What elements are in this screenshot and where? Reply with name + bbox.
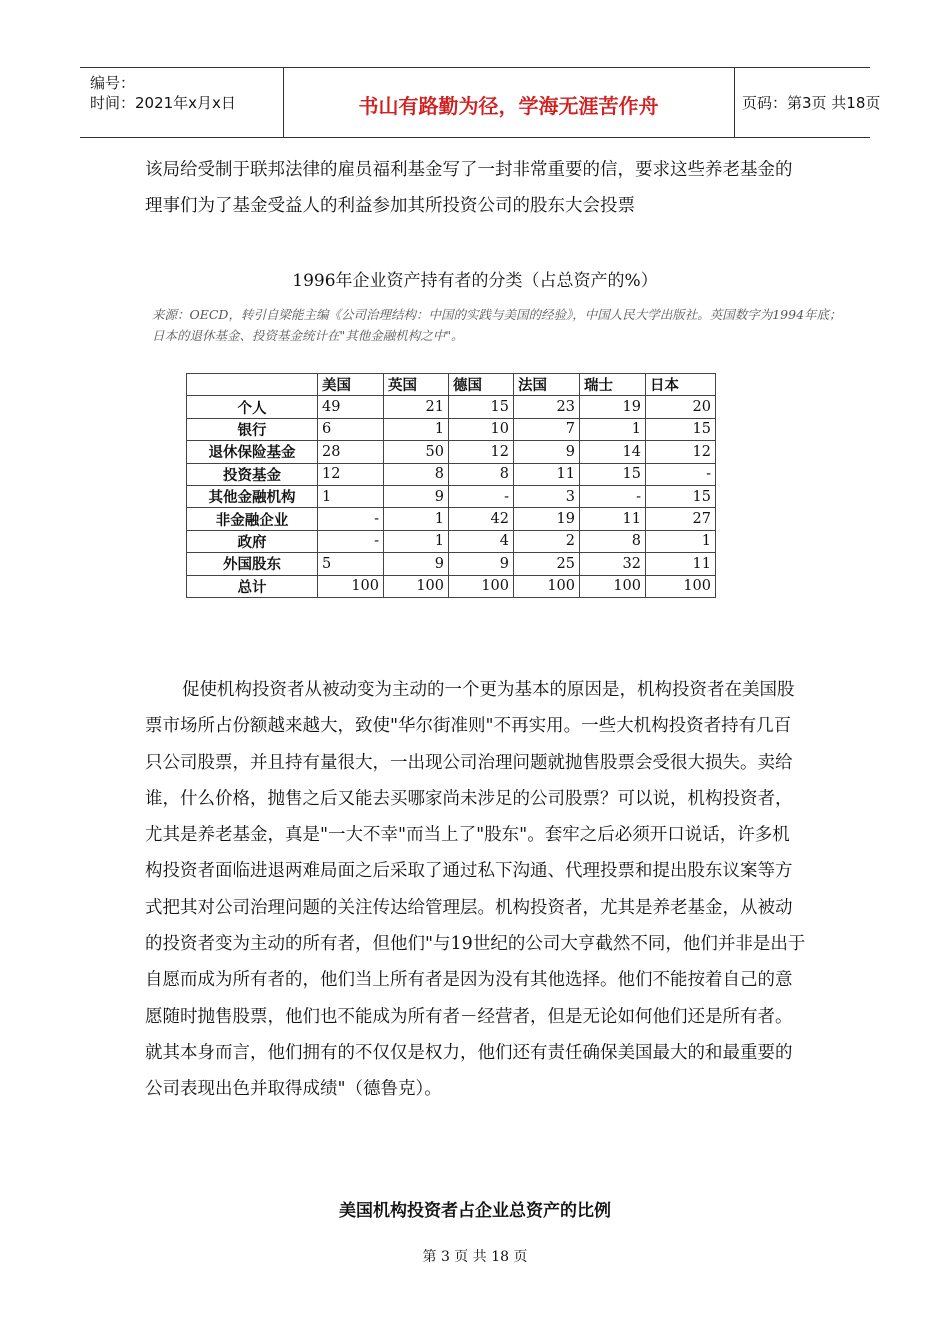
table-header-row xyxy=(187,374,716,396)
table-cell: 19 xyxy=(580,396,646,418)
document-number-label: 编号： xyxy=(90,74,136,92)
table-cell: 12 xyxy=(449,441,514,463)
table-cell: 42 xyxy=(449,508,514,530)
row-label: 其他金融机构 xyxy=(187,485,318,507)
table-cell: - xyxy=(580,485,646,507)
body-paragraph-1: 该局给受制于联邦法律的雇员福利基金写了一封非常重要的信，要求这些养老基金的理事们为了基金受益人的利益参加其所投资公司的股东大会投票 xyxy=(145,160,793,217)
table-cell: 27 xyxy=(646,508,716,530)
document-date-label: 时间：2021年x月x日 xyxy=(90,94,236,112)
table-cell: 4 xyxy=(449,530,514,552)
table-row xyxy=(187,396,716,418)
row-label: 退休保险基金 xyxy=(187,441,318,463)
table-cell: - xyxy=(646,463,716,485)
table-row xyxy=(187,463,716,485)
table-cell: 9 xyxy=(449,553,514,575)
table-cell: 20 xyxy=(646,396,716,418)
table-cell: 15 xyxy=(646,485,716,507)
table-cell: 10 xyxy=(449,418,514,440)
table-row xyxy=(187,530,716,552)
table-cell: 100 xyxy=(514,575,580,597)
table-cell: 9 xyxy=(384,553,449,575)
table-cell: 9 xyxy=(514,441,580,463)
table-cell: 100 xyxy=(449,575,514,597)
table-cell: 9 xyxy=(384,485,449,507)
table-cell: 15 xyxy=(449,396,514,418)
table-cell: 49 xyxy=(318,396,384,418)
table-cell: 19 xyxy=(514,508,580,530)
table-cell: 21 xyxy=(384,396,449,418)
header-page-cell xyxy=(734,68,881,137)
table-row xyxy=(187,441,716,463)
table-cell: 100 xyxy=(384,575,449,597)
table-cell: - xyxy=(318,508,384,530)
page-footer: 第 3 页 共 18 页 xyxy=(422,1249,528,1265)
asset-holders-table xyxy=(186,373,716,598)
table-row xyxy=(187,553,716,575)
table-cell: 25 xyxy=(514,553,580,575)
row-label: 外国股东 xyxy=(187,553,318,575)
table-cell: 6 xyxy=(318,418,384,440)
table-cell: 8 xyxy=(449,463,514,485)
table-row xyxy=(187,485,716,507)
column-header: 法国 xyxy=(514,374,580,396)
table-total-row xyxy=(187,575,716,597)
table-cell: 100 xyxy=(318,575,384,597)
table-cell: 15 xyxy=(646,418,716,440)
table-cell: - xyxy=(318,530,384,552)
table-row xyxy=(187,418,716,440)
table-cell: 1 xyxy=(384,418,449,440)
table-title: 1996年企业资产持有者的分类（占总资产的%） xyxy=(292,271,658,291)
column-header: 英国 xyxy=(384,374,449,396)
table-cell: 15 xyxy=(580,463,646,485)
table-cell: 28 xyxy=(318,441,384,463)
row-label: 非金融企业 xyxy=(187,508,318,530)
table-cell: 1 xyxy=(646,530,716,552)
table-cell: 11 xyxy=(646,553,716,575)
table-cell: 1 xyxy=(580,418,646,440)
row-label: 投资基金 xyxy=(187,463,318,485)
table-cell: 11 xyxy=(580,508,646,530)
table-cell: 12 xyxy=(318,463,384,485)
column-header: 瑞士 xyxy=(580,374,646,396)
table-cell: 14 xyxy=(580,441,646,463)
header-meta-cell xyxy=(80,68,284,137)
row-label: 银行 xyxy=(187,418,318,440)
table-cell: 7 xyxy=(514,418,580,440)
body-paragraph-2: 促使机构投资者从被动变为主动的一个更为基本的原因是，机构投资者在美国股票市场所占份额越来越大，致使"华尔街准则"不再实用。一些大机构投资者持有几百只公司股票，并且持有量很大，一出现公司治理问题就抛售股票会受很大损失。卖给谁，什么价格，抛售之后又能去买哪家尚未涉足的公司股票？可以说，机构投资者，尤其是养老基金，真是"一大不幸"而当上了"股东"。套牢之后必须开口说话，许多机构投资者面临进退两难局面之后采取了通过私下沟通、代理投票和提出股东议案等方式把其对公司治理问题的关注传达给管理层。机构投资者，尤其是养老基金，从被动的投资者变为主动的所有者，但他们"与19世纪的公司大亨截然不同，他们并非是出于自愿而成为所有者的，他们当上所有者是因为没有其他选择。他们不能按着自己的意愿随时抛售股票，他们也不能成为所有者－经营者，但是无论如何他们还是所有者。就其本身而言，他们拥有的不仅仅是权力，他们还有责任确保美国最大的和最重要的公司表现出色并取得成绩"（德鲁克）。 xyxy=(145,680,806,1100)
table-cell: 1 xyxy=(384,508,449,530)
column-header: 日本 xyxy=(646,374,716,396)
table-cell: 100 xyxy=(580,575,646,597)
table-cell: 8 xyxy=(384,463,449,485)
row-label: 总计 xyxy=(187,575,318,597)
column-header: 德国 xyxy=(449,374,514,396)
table-cell: 2 xyxy=(514,530,580,552)
table-row xyxy=(187,508,716,530)
section-title: 美国机构投资者占企业总资产的比例 xyxy=(339,1201,611,1221)
table-source-note: 来源：OECD，转引自梁能主编《公司治理结构：中国的实践与美国的经验》，中国人民大学出版社。英国数字为1994年底；日本的退休基金、投资基金统计在"其他金融机构之中"。 xyxy=(152,307,842,343)
table-cell: 1 xyxy=(318,485,384,507)
table-cell: 23 xyxy=(514,396,580,418)
table-cell: - xyxy=(449,485,514,507)
table-cell: 3 xyxy=(514,485,580,507)
header-motto-cell xyxy=(283,68,735,137)
table-cell: 1 xyxy=(384,530,449,552)
header-page-info: 页码：第3页 共18页 xyxy=(742,94,881,112)
header-motto: 书山有路勤为径，学海无涯苦作舟 xyxy=(358,94,659,118)
page-header xyxy=(80,67,881,138)
table-cell: 11 xyxy=(514,463,580,485)
row-label: 政府 xyxy=(187,530,318,552)
table-cell: 8 xyxy=(580,530,646,552)
table-cell: 32 xyxy=(580,553,646,575)
table-cell: 5 xyxy=(318,553,384,575)
row-label: 个人 xyxy=(187,396,318,418)
table-corner-cell xyxy=(187,374,318,396)
table-cell: 100 xyxy=(646,575,716,597)
table-cell: 12 xyxy=(646,441,716,463)
column-header: 美国 xyxy=(318,374,384,396)
table-cell: 50 xyxy=(384,441,449,463)
